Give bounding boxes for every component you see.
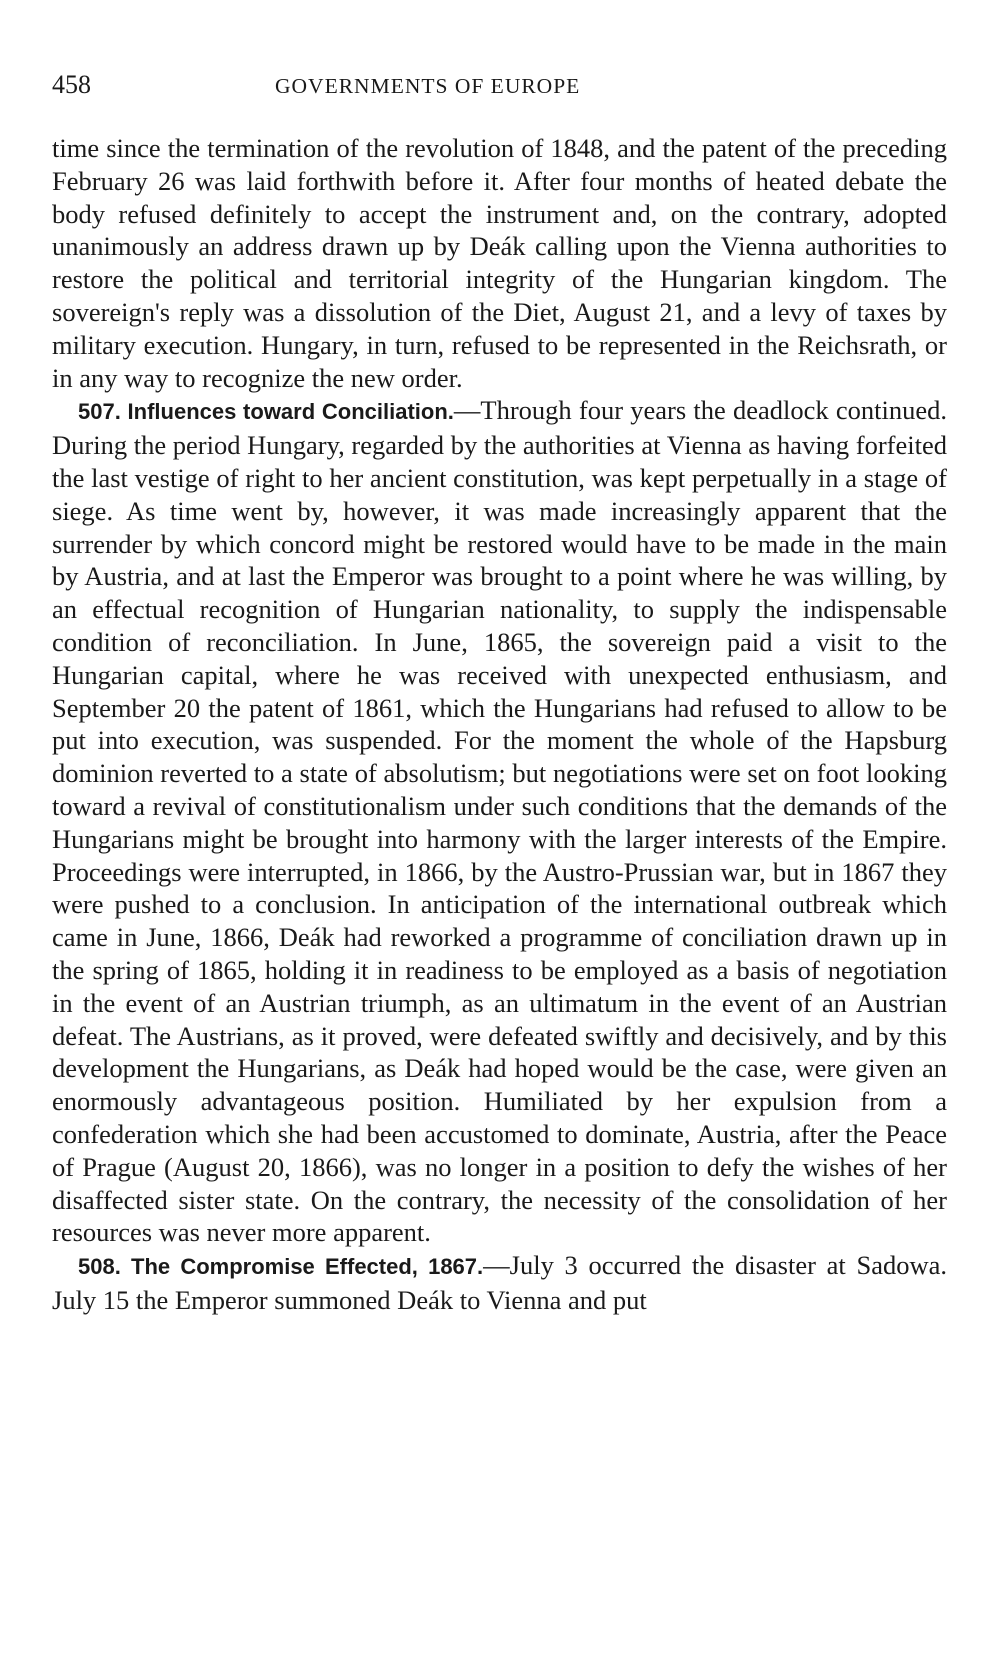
running-header (52, 70, 947, 110)
paragraph-text: time since the termination of the revolution of 1848, and the patent of the preceding February 26 was laid forthwith before it. After four months of heated debate the body refused definitely to accept the instrument and, on the contrary, adopted unanimously an address drawn up by Deák calling upon the Vienna authorities to restore the political and territorial integrity of the Hungarian kingdom. The sovereign's reply was a dissolution of the Diet, August 21, and a levy of taxes by military execution. Hungary, in turn, refused to be represented in the Reichsrath, or in any way to recognize the new order. (52, 133, 947, 393)
section-508 (52, 1249, 947, 1317)
paragraph-continuation (52, 132, 947, 394)
book-page (52, 70, 947, 1317)
section-507 (52, 394, 947, 1249)
paragraph-text: —Through four years the deadlock continued. During the period Hungary, regarded by the authorities at Vienna as having forfeited the last vestige of right to her ancient constitution, was kept perpetually in a stage of siege. As time went by, however, it was made increasingly apparent that the surrender by which concord might be restored would have to be made in the main by Austria, and at last the Emperor was brought to a point where he was willing, by an effectual recognition of Hungarian nationality, to supply the indispensable condition of reconciliation. In June, 1865, the sovereign paid a visit to the Hungarian capital, where he was received with unexpected enthusiasm, and September 20 the patent of 1861, which the Hungarians had refused to allow to be put into execution, was suspended. For the moment the whole of the Hapsburg dominion reverted to a state of absolutism; but negotiations were set on foot looking toward a revival of constitutionalism under such conditions that the demands of the Hungarians might be brought into harmony with the larger interests of the Empire. Proceedings were interrupted, in 1866, by the Austro-Prussian war, but in 1867 they were pushed to a conclusion. In anticipation of the international outbreak which came in June, 1866, Deák had reworked a programme of conciliation drawn up in the spring of 1865, holding it in readiness to be employed as a basis of negotiation in the event of an Austrian triumph, as an ultimatum in the event of an Austrian defeat. The Austrians, as it proved, were defeated swiftly and decisively, and by this development the Hungarians, as Deák had hoped would be the case, were given an enormously advantageous position. Humiliated by her expulsion from a confederation which she had been accustomed to dominate, Austria, after the Peace of Prague (August 20, 1866), was no longer in a position to defy the wishes of her disaffected sister state. On the contrary, the necessity of the consolidation of her resources was never more apparent. (52, 395, 947, 1248)
section-heading: 507. Influences toward Conciliation. (78, 399, 454, 425)
paragraph-text: —July 3 occurred the disaster at Sadowa. July 15 the Emperor summoned Deák to Vienna and put (52, 1250, 947, 1315)
page-number: 458 (52, 70, 91, 99)
section-heading: 508. The Compromise Effected, 1867. (78, 1254, 484, 1280)
running-title: GOVERNMENTS OF EUROPE (275, 74, 581, 98)
